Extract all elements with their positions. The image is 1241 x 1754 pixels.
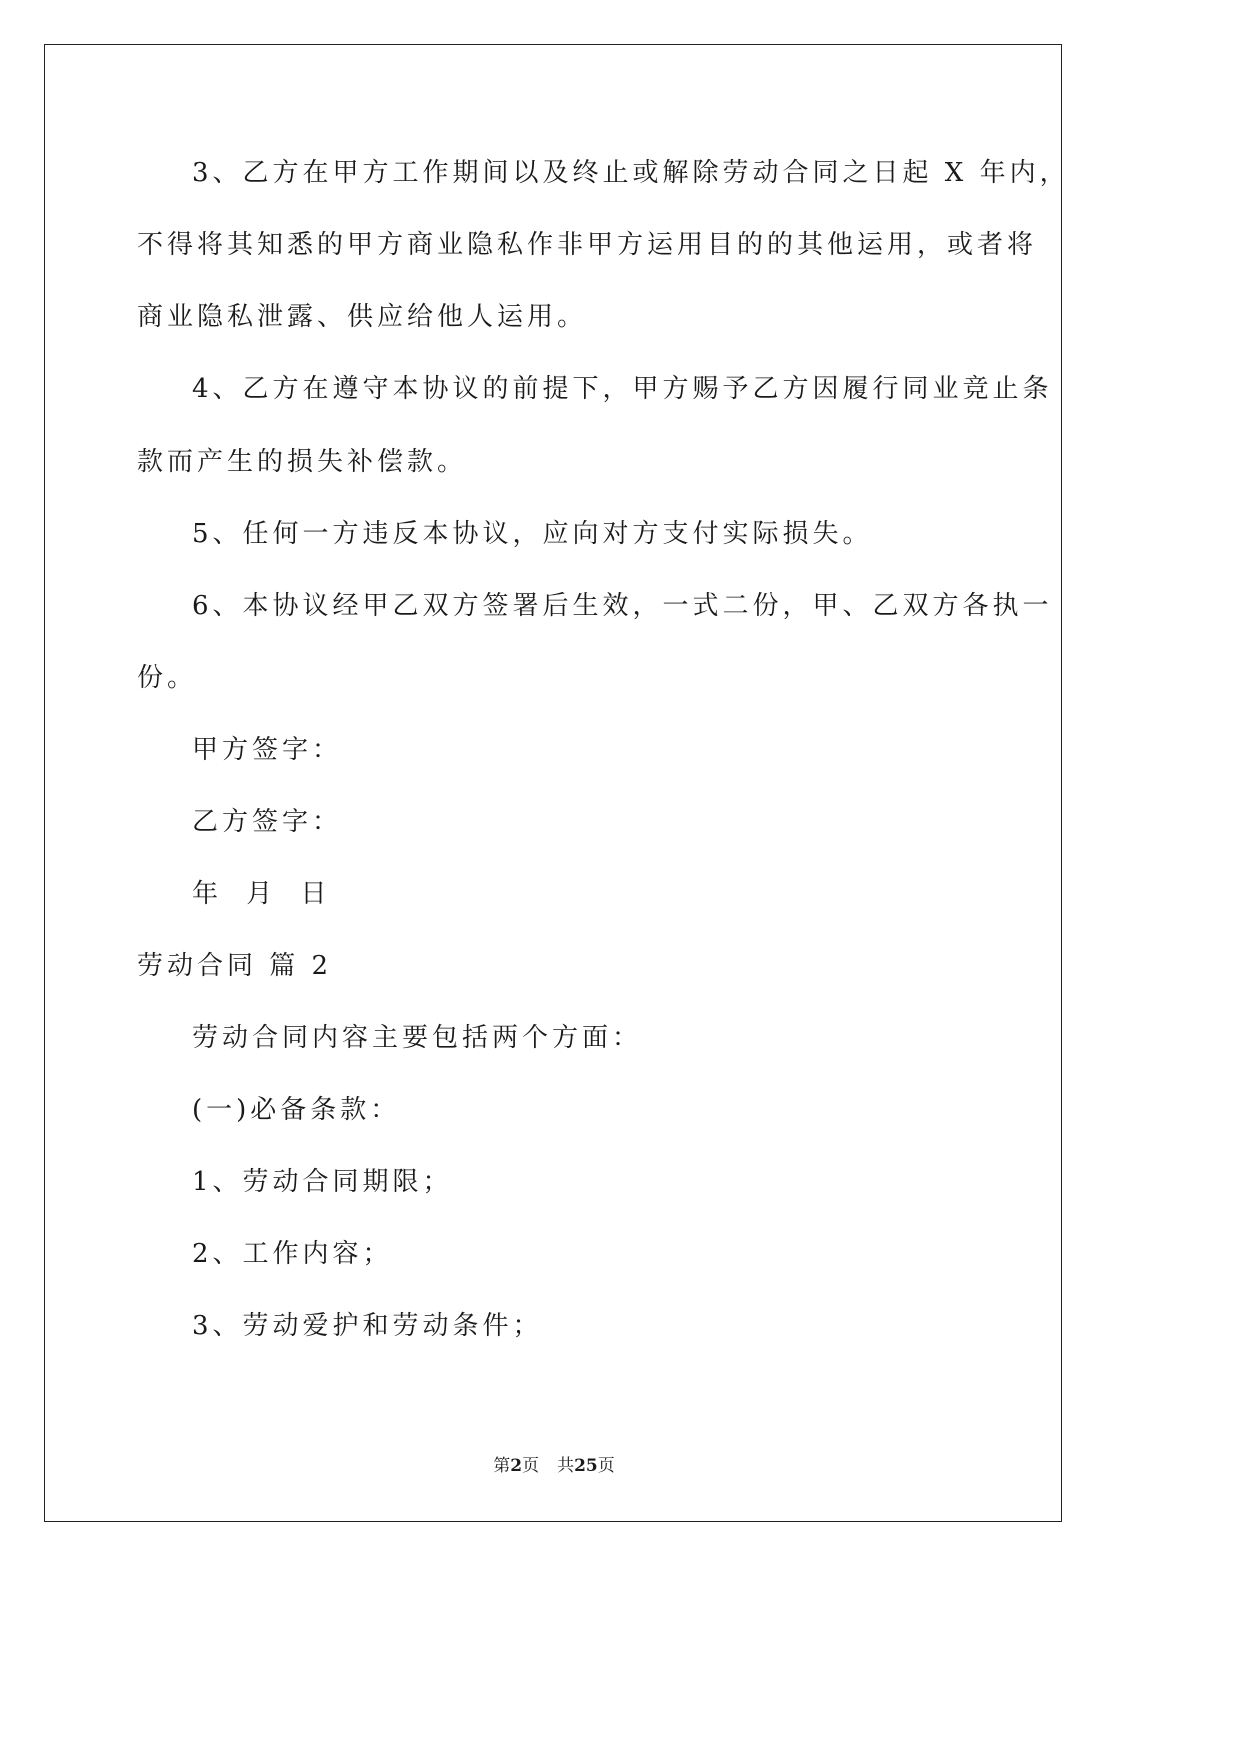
section-heading: 劳动合同 篇 2	[137, 951, 333, 981]
paragraph-line: (一)必备条款：	[192, 1095, 401, 1125]
paragraph-line: 劳动合同内容主要包括两个方面：	[192, 1023, 643, 1053]
page-number: 2	[510, 1456, 523, 1476]
signature-line-party-a: 甲方签字：	[192, 735, 343, 765]
total-pages: 25	[574, 1456, 598, 1476]
page-unit: 页	[522, 1456, 540, 1476]
paragraph-line: 不得将其知悉的甲方商业隐私作非甲方运用目的的其他运用，或者将	[137, 230, 1038, 260]
page-footer	[0, 1455, 1108, 1477]
list-item: 2、工作内容；	[192, 1239, 393, 1269]
paragraph-line: 4、乙方在遵守本协议的前提下，甲方赐予乙方因履行同业竞止条	[192, 374, 1053, 404]
paragraph-line: 5、任何一方违反本协议，应向对方支付实际损失。	[192, 519, 873, 549]
total-prefix: 共	[557, 1456, 575, 1476]
total-unit: 页	[597, 1456, 615, 1476]
paragraph-line: 3、乙方在甲方工作期间以及终止或解除劳动合同之日起 X 年内，	[192, 158, 1070, 188]
paragraph-line: 份。	[137, 663, 198, 693]
paragraph-line: 款而产生的损失补偿款。	[137, 447, 468, 477]
paragraph-line: 6、本协议经甲乙双方签署后生效，一式二份，甲、乙双方各执一	[192, 591, 1053, 621]
signature-line-party-b: 乙方签字：	[192, 807, 343, 837]
page-border	[44, 44, 1062, 1522]
date-line: 年 月 日	[192, 879, 337, 909]
list-item: 1、劳动合同期限；	[192, 1167, 453, 1197]
paragraph-line: 商业隐私泄露、供应给他人运用。	[137, 302, 588, 332]
list-item: 3、劳动爱护和劳动条件；	[192, 1311, 543, 1341]
page-prefix: 第	[493, 1456, 511, 1476]
